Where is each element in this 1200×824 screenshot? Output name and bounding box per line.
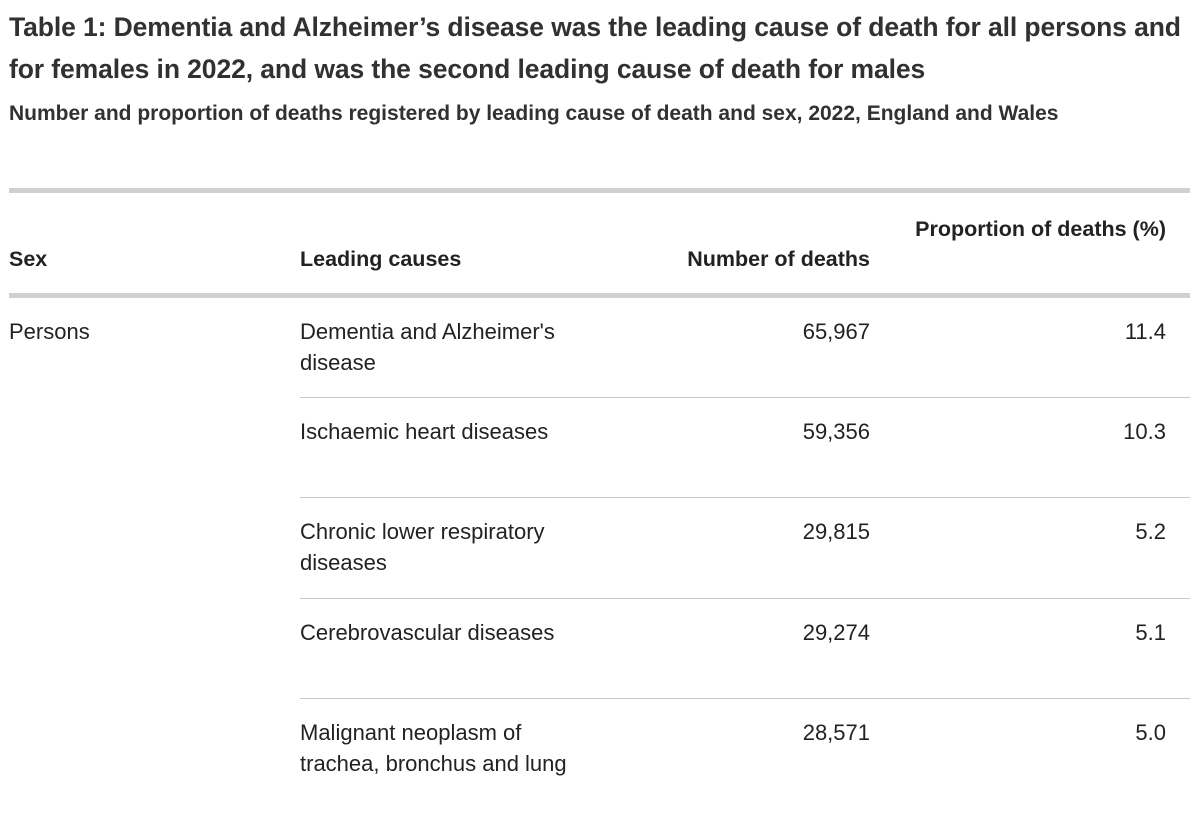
header-sex: Sex	[9, 247, 48, 271]
proportion-cell: 11.4	[1124, 319, 1166, 344]
number-cell: 59,356	[802, 419, 870, 444]
header-proportion-of-deaths: Proportion of deaths (%)	[915, 217, 1166, 241]
group-label-persons: Persons	[9, 319, 90, 344]
cause-cell: Chronic lower respiratory diseases	[300, 519, 545, 575]
table-row	[300, 699, 1190, 824]
cause-cell: Cerebrovascular diseases	[300, 620, 555, 645]
cause-cell: Ischaemic heart diseases	[300, 419, 549, 444]
table-figure	[9, 0, 1190, 776]
number-cell: 29,815	[802, 519, 870, 544]
cause-cell: Malignant neoplasm of trachea, bronchus and lung	[300, 720, 567, 776]
cause-cell: Dementia and Alzheimer's disease	[300, 319, 555, 375]
table-header-row	[9, 193, 1190, 293]
table-title: Table 1: Dementia and Alzheimer’s disease was the leading cause of death for all persons and for females in 2022, and was the second leading cause of death for males	[9, 12, 1181, 84]
table-subtitle: Number and proportion of deaths registered by leading cause of death and sex, 2022, England and Wales	[9, 102, 1059, 125]
table-row	[300, 298, 1190, 398]
header-number-of-deaths: Number of deaths	[687, 247, 870, 271]
proportion-cell: 5.1	[1135, 620, 1166, 645]
table-row	[300, 398, 1190, 498]
number-cell: 29,274	[802, 620, 870, 645]
table-row	[300, 498, 1190, 599]
number-cell: 28,571	[802, 720, 870, 745]
proportion-cell: 5.2	[1135, 519, 1166, 544]
proportion-cell: 10.3	[1123, 419, 1166, 444]
table-row	[300, 599, 1190, 699]
number-cell: 65,967	[802, 319, 870, 344]
header-leading-causes: Leading causes	[300, 247, 462, 271]
proportion-cell: 5.0	[1135, 720, 1166, 745]
